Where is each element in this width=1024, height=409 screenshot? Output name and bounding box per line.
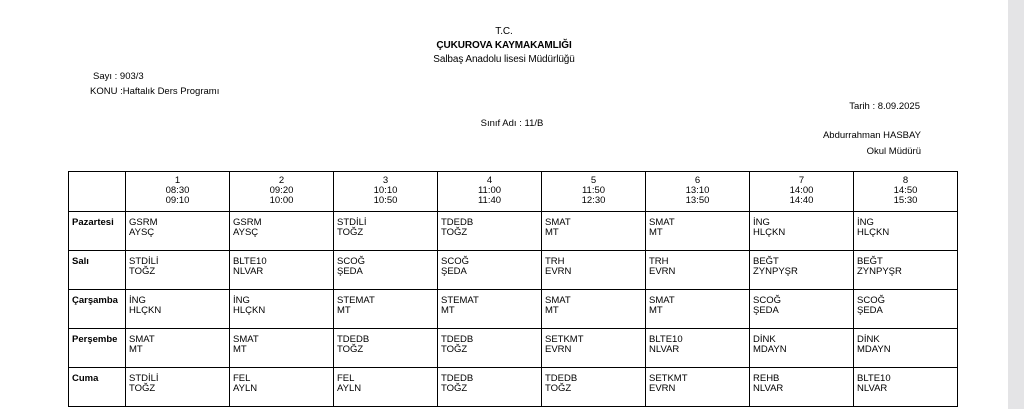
lesson-cell [542,251,646,290]
period-header-row [69,172,958,212]
lesson-course: DİNK [753,334,776,345]
lesson-cell [334,329,438,368]
lesson-teacher: MT [649,305,663,316]
document-number: Sayı : 903/3 [93,71,144,82]
lesson-course: TDEDB [545,373,578,384]
lesson-course: BEĞT [857,256,883,267]
lesson-course: STDİLİ [129,256,159,267]
period-no: 6 [694,175,701,186]
lesson-cell [542,212,646,251]
lesson-cell [854,368,958,407]
lesson-teacher: TOĞZ [337,344,364,355]
corner-cell [69,172,126,212]
lesson-course: GSRM [233,217,262,228]
period-start: 14:50 [893,185,918,196]
lesson-course: SMAT [545,217,571,228]
lesson-cell [542,290,646,329]
lesson-course: STEMAT [337,295,375,306]
lesson-cell [334,251,438,290]
period-start: 14:00 [789,185,814,196]
lesson-cell [646,212,750,251]
period-end: 12:30 [581,195,606,206]
lesson-course: İNG [753,217,770,228]
lesson-cell [854,251,958,290]
period-end: 11:40 [477,195,502,206]
lesson-cell [750,290,854,329]
lesson-teacher: ZYNPYŞR [753,266,798,277]
lesson-course: TDEDB [441,373,474,384]
lesson-teacher: HLÇKN [233,305,266,316]
lesson-teacher: HLÇKN [129,305,162,316]
lesson-course: TDEDB [337,334,370,345]
lesson-cell [334,290,438,329]
lesson-cell [542,368,646,407]
schedule-table [68,171,958,407]
lesson-teacher: EVRN [649,383,676,394]
lesson-cell [126,251,230,290]
day-row [69,212,958,251]
lesson-cell [646,368,750,407]
lesson-course: SMAT [545,295,571,306]
period-no: 5 [590,175,597,186]
day-row [69,368,958,407]
lesson-teacher: MT [545,305,559,316]
lesson-teacher: AYSÇ [233,227,259,238]
lesson-course: BLTE10 [857,373,891,384]
lesson-cell [230,212,334,251]
lesson-teacher: MT [129,344,143,355]
lesson-course: SETKMT [649,373,688,384]
lesson-teacher: AYLN [337,383,362,394]
period-end: 09:10 [165,195,190,206]
day-name: Salı [69,251,126,290]
period-start: 11:00 [477,185,502,196]
lesson-teacher: MT [545,227,559,238]
period-no: 1 [174,175,181,186]
lesson-course: TDEDB [441,217,474,228]
period-header-3 [334,172,438,212]
lesson-course: SCOĞ [337,256,365,267]
lesson-cell [334,212,438,251]
lesson-course: TDEDB [441,334,474,345]
lesson-course: FEL [337,373,355,384]
lesson-cell [750,368,854,407]
lesson-cell [750,212,854,251]
lesson-cell [126,290,230,329]
lesson-cell [334,368,438,407]
lesson-teacher: MT [441,305,455,316]
period-start: 10:10 [373,185,398,196]
lesson-course: REHB [753,373,780,384]
lesson-cell [230,329,334,368]
lesson-course: DİNK [857,334,880,345]
day-row [69,290,958,329]
period-header-1 [126,172,230,212]
lesson-cell [230,251,334,290]
lesson-course: SCOĞ [753,295,781,306]
lesson-cell [230,368,334,407]
lesson-teacher: TOĞZ [545,383,572,394]
day-row [69,251,958,290]
lesson-teacher: MT [233,344,247,355]
lesson-cell [542,329,646,368]
lesson-cell [126,368,230,407]
lesson-cell [750,251,854,290]
lesson-course: İNG [857,217,874,228]
day-name: Pazartesi [69,212,126,251]
lesson-course: SCOĞ [441,256,469,267]
header-school: Salbaş Anadolu lisesi Müdürlüğü [433,54,575,65]
period-end: 10:50 [373,195,398,206]
lesson-course: SMAT [129,334,155,345]
period-header-5 [542,172,646,212]
lesson-cell [438,251,542,290]
lesson-course: GSRM [129,217,158,228]
lesson-cell [126,212,230,251]
lesson-cell [854,290,958,329]
lesson-cell [646,329,750,368]
period-start: 09:20 [269,185,294,196]
period-end: 13:50 [685,195,710,206]
lesson-course: İNG [129,295,146,306]
lesson-course: İNG [233,295,250,306]
lesson-course: SMAT [649,295,675,306]
lesson-cell [646,290,750,329]
period-header-6 [646,172,750,212]
header-kaymakamlik: ÇUKUROVA KAYMAKAMLIĞI [436,40,572,51]
period-end: 10:00 [269,195,294,206]
lesson-teacher: TOĞZ [337,227,364,238]
lesson-teacher: ŞEDA [337,266,363,277]
lesson-teacher: EVRN [649,266,676,277]
lesson-teacher: TOĞZ [441,383,468,394]
period-header-8 [854,172,958,212]
lesson-course: BLTE10 [233,256,267,267]
lesson-course: STEMAT [441,295,479,306]
period-header-4 [438,172,542,212]
class-name: Sınıf Adı : 11/B [480,118,544,129]
lesson-course: BEĞT [753,256,779,267]
period-header-7 [750,172,854,212]
document-subject: KONU :Haftalık Ders Programı [90,86,220,97]
period-no: 7 [798,175,805,186]
day-name: Perşembe [69,329,126,368]
lesson-course: STDİLİ [337,217,367,228]
lesson-course: SMAT [233,334,259,345]
lesson-cell [438,212,542,251]
period-start: 11:50 [581,185,606,196]
period-no: 4 [486,175,493,186]
header-tc: T.C. [495,26,513,37]
period-header-2 [230,172,334,212]
lesson-cell [646,251,750,290]
principal-title: Okul Müdürü [866,146,921,157]
lesson-teacher: EVRN [545,266,572,277]
period-no: 3 [382,175,389,186]
lesson-teacher: NLVAR [857,383,888,394]
lesson-teacher: NLVAR [649,344,680,355]
lesson-course: FEL [233,373,251,384]
lesson-teacher: TOĞZ [129,266,156,277]
lesson-cell [438,368,542,407]
lesson-cell [854,329,958,368]
lesson-teacher: ŞEDA [753,305,779,316]
page-edge [1008,0,1024,409]
lesson-teacher: HLÇKN [857,227,890,238]
lesson-teacher: EVRN [545,344,572,355]
lesson-cell [854,212,958,251]
period-start: 08:30 [165,185,190,196]
lesson-course: STDİLİ [129,373,159,384]
principal-name: Abdurrahman HASBAY [822,130,921,141]
lesson-teacher: TOĞZ [129,383,156,394]
lesson-teacher: MT [649,227,663,238]
lesson-cell [750,329,854,368]
lesson-teacher: ŞEDA [857,305,883,316]
day-name: Cuma [69,368,126,407]
lesson-course: TRH [545,256,565,267]
lesson-teacher: TOĞZ [441,227,468,238]
lesson-course: SETKMT [545,334,584,345]
lesson-teacher: MT [337,305,351,316]
document-date: Tarih : 8.09.2025 [849,101,920,112]
day-row [69,329,958,368]
lesson-course: SMAT [649,217,675,228]
lesson-teacher: AYSÇ [129,227,155,238]
lesson-cell [126,329,230,368]
lesson-teacher: ŞEDA [441,266,467,277]
period-end: 15:30 [893,195,918,206]
day-name: Çarşamba [69,290,126,329]
lesson-teacher: MDAYN [857,344,891,355]
lesson-course: SCOĞ [857,295,885,306]
lesson-course: TRH [649,256,669,267]
lesson-teacher: NLVAR [233,266,264,277]
lesson-cell [438,290,542,329]
period-no: 2 [278,175,285,186]
period-no: 8 [902,175,909,186]
lesson-cell [438,329,542,368]
period-end: 14:40 [789,195,814,206]
lesson-course: BLTE10 [649,334,683,345]
lesson-teacher: NLVAR [753,383,784,394]
lesson-teacher: AYLN [233,383,258,394]
lesson-teacher: HLÇKN [753,227,786,238]
lesson-teacher: TOĞZ [441,344,468,355]
period-start: 13:10 [685,185,710,196]
lesson-teacher: ZYNPYŞR [857,266,902,277]
lesson-cell [230,290,334,329]
lesson-teacher: MDAYN [753,344,787,355]
